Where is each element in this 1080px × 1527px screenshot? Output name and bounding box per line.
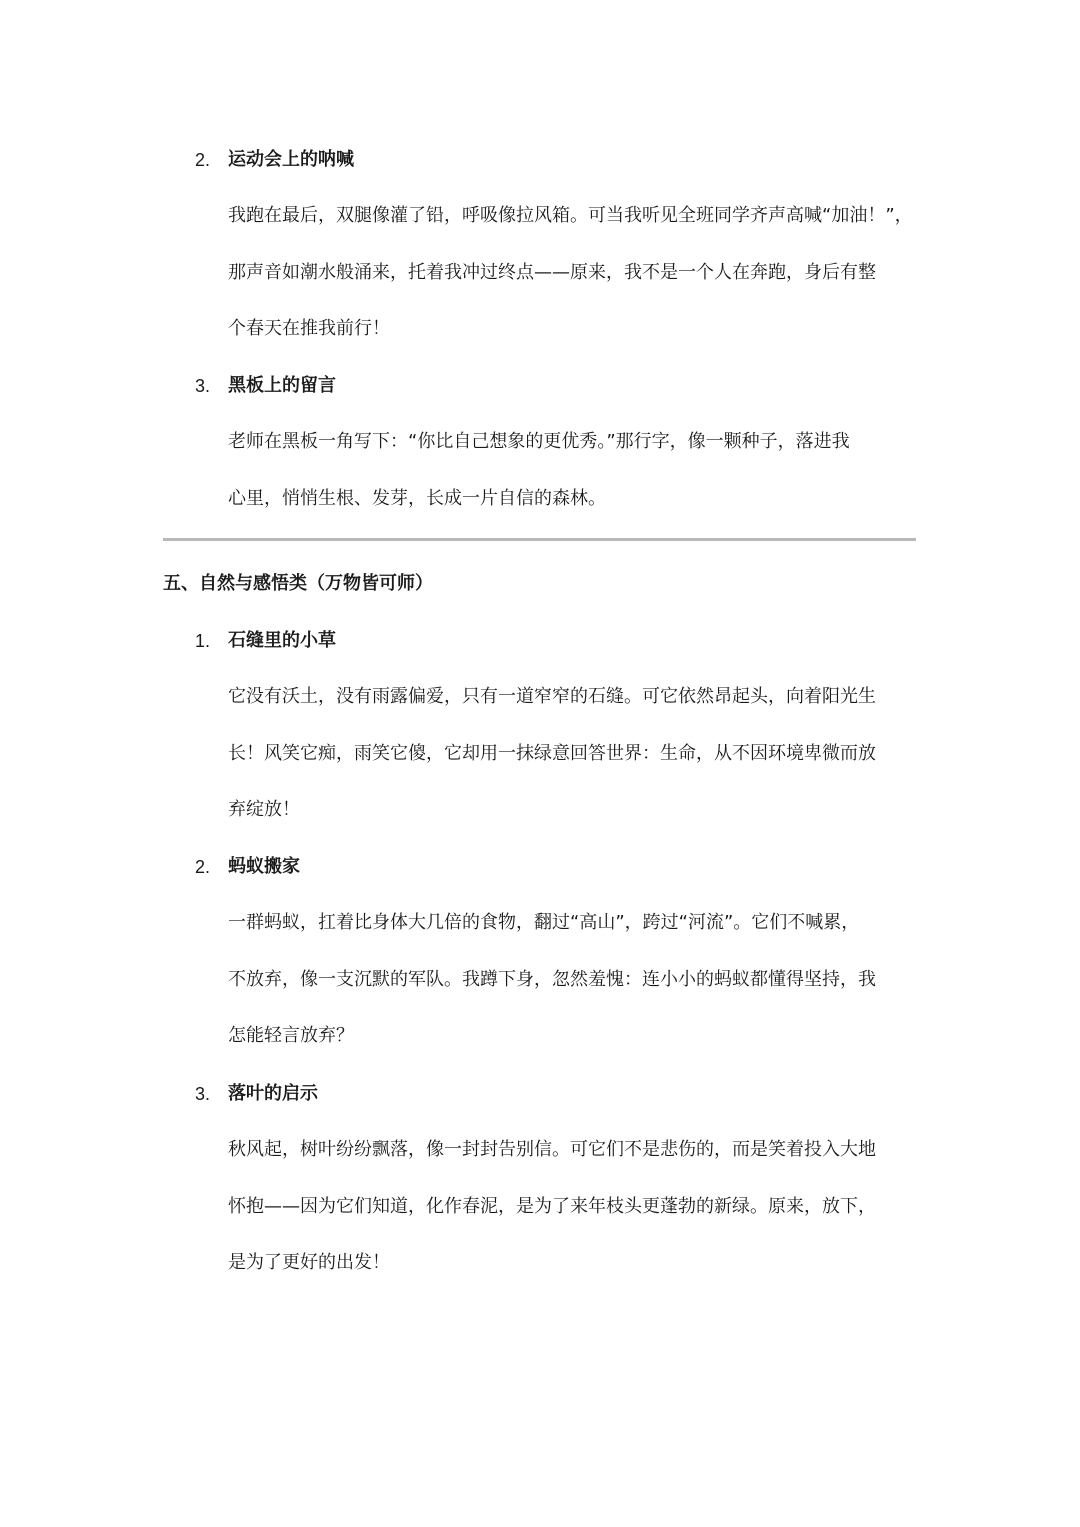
- body-line: 它没有沃土，没有雨露偏爱，只有一道窄窄的石缝。可它依然昂起头，向着阳光生: [228, 686, 876, 707]
- item-body: [228, 895, 928, 1065]
- item-title: 落叶的启示: [228, 1083, 318, 1104]
- section-heading: 五、自然与感悟类（万物皆可师）: [163, 573, 433, 594]
- body-line: 个春天在推我前行！: [228, 318, 390, 339]
- body-line: 老师在黑板一角写下：“你比自己想象的更优秀。”那行字，像一颗种子，落进我: [228, 431, 850, 452]
- item-body: [228, 1122, 928, 1292]
- item-body: [228, 188, 928, 358]
- body-line: 长！风笑它痴，雨笑它傻，它却用一抹绿意回答世界：生命，从不因环境卑微而放: [228, 742, 876, 764]
- item-number: 3.: [195, 376, 211, 396]
- body-line: 弃绽放！: [228, 799, 300, 820]
- item-number: 3.: [195, 1084, 211, 1104]
- item-number: 2.: [195, 857, 211, 877]
- body-line: 我跑在最后，双腿像灌了铅，呼吸像拉风箱。可当我听见全班同学齐声高喊“加油！”，: [228, 205, 913, 226]
- item-title: 黑板上的留言: [228, 375, 336, 396]
- item-title: 运动会上的呐喊: [228, 149, 354, 170]
- item-body: [228, 414, 928, 527]
- body-line: 秋风起，树叶纷纷飘落，像一封封告别信。可它们不是悲伤的，而是笑着投入大地: [228, 1139, 876, 1160]
- body-line: 怎能轻言放弃？: [228, 1025, 354, 1046]
- item-body: [228, 669, 928, 839]
- body-line: 一群蚂蚁，扛着比身体大几倍的食物，翻过“高山”，跨过“河流”。它们不喊累，: [228, 912, 860, 933]
- section-divider: [163, 538, 916, 541]
- item-title: 蚂蚁搬家: [228, 856, 300, 877]
- body-line: 那声音如潮水般涌来，托着我冲过终点——原来，我不是一个人在奔跑，身后有整: [228, 261, 876, 283]
- body-line: 怀抱——因为它们知道，化作春泥，是为了来年枝头更蓬勃的新绿。原来，放下，: [228, 1195, 876, 1217]
- item-title: 石缝里的小草: [228, 630, 336, 651]
- item-number: 1.: [195, 631, 211, 651]
- body-line: 不放弃，像一支沉默的军队。我蹲下身，忽然羞愧：连小小的蚂蚁都懂得坚持，我: [228, 968, 876, 990]
- item-number: 2.: [195, 150, 211, 170]
- body-line: 是为了更好的出发！: [228, 1252, 390, 1273]
- body-line: 心里，悄悄生根、发芽，长成一片自信的森林。: [228, 487, 606, 509]
